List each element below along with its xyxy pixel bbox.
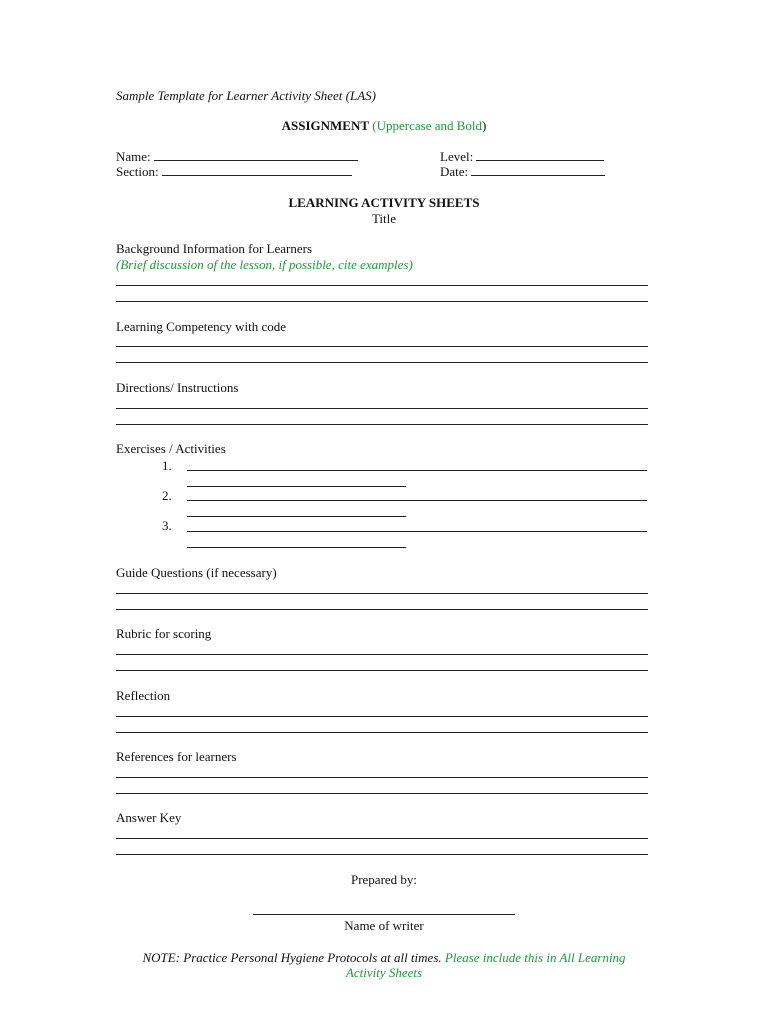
exercise-item-2-line-1[interactable]	[187, 500, 647, 501]
section-blank[interactable]	[162, 164, 352, 176]
exercise-item-2-line-2[interactable]	[187, 516, 406, 517]
section-background-hint: (Brief discussion of the lesson, if possible, cite examples)	[116, 257, 413, 272]
exercise-item-3-line-2[interactable]	[187, 547, 406, 548]
section-references-label: References for learners	[116, 749, 237, 764]
name-of-writer-label: Name of writer	[344, 918, 424, 933]
exercise-item-1-line-2[interactable]	[187, 486, 406, 487]
date-field	[440, 164, 605, 179]
level-blank[interactable]	[476, 149, 604, 161]
reflection-answer-line-1[interactable]	[116, 716, 648, 717]
section-directions-label: Directions/ Instructions	[116, 380, 239, 395]
assignment-hint: Uppercase and Bold	[376, 118, 483, 133]
section-background-label: Background Information for Learners	[116, 241, 313, 256]
section-label: Section:	[116, 164, 159, 179]
exercise-item-3-line-1[interactable]	[187, 531, 647, 532]
template-caption: Sample Template for Learner Activity Sheet (LAS)	[116, 88, 376, 103]
main-heading: LEARNING ACTIVITY SHEETS	[288, 195, 480, 210]
note-line-1	[0, 950, 768, 965]
section-exercises-label: Exercises / Activities	[116, 441, 226, 456]
date-label: Date:	[440, 164, 469, 179]
prepared-by-label: Prepared by:	[350, 872, 418, 887]
section-reflection-label: Reflection	[116, 688, 171, 703]
background-answer-line-2[interactable]	[116, 301, 648, 302]
name-field	[116, 149, 358, 164]
assignment-label: ASSIGNMENT	[281, 118, 370, 133]
references-answer-line-1[interactable]	[116, 777, 648, 778]
note-prefix: NOTE: Practice Personal Hygiene Protocols at all times.	[142, 950, 442, 965]
reflection-answer-line-2[interactable]	[116, 732, 648, 733]
level-label: Level:	[440, 149, 474, 164]
guide-questions-answer-line-2[interactable]	[116, 609, 648, 610]
section-field	[116, 164, 352, 179]
assignment-close-paren: )	[482, 118, 487, 133]
note-green-line-1: Please include this in All Learning	[444, 950, 626, 965]
rubric-answer-line-1[interactable]	[116, 654, 648, 655]
section-answer-key-label: Answer Key	[116, 810, 182, 825]
exercise-item-2-number: 2.	[162, 488, 172, 503]
section-competency-label: Learning Competency with code	[116, 319, 287, 334]
level-field	[440, 149, 604, 164]
exercise-item-3-number: 3.	[162, 518, 172, 533]
exercise-item-1-number: 1.	[162, 458, 172, 473]
name-label: Name:	[116, 149, 151, 164]
answer-key-answer-line-2[interactable]	[116, 854, 648, 855]
assignment-line	[0, 118, 768, 133]
guide-questions-answer-line-1[interactable]	[116, 593, 648, 594]
answer-key-answer-line-1[interactable]	[116, 838, 648, 839]
assignment-open-paren: (	[372, 118, 377, 133]
rubric-answer-line-2[interactable]	[116, 670, 648, 671]
title-subheading: Title	[371, 211, 397, 226]
competency-answer-line-1[interactable]	[116, 346, 648, 347]
writer-signature-line[interactable]	[253, 914, 515, 915]
section-guide-questions-label: Guide Questions (if necessary)	[116, 565, 277, 580]
date-blank[interactable]	[471, 164, 605, 176]
exercise-item-1-line-1[interactable]	[187, 470, 647, 471]
note-green-line-2: Activity Sheets	[345, 965, 423, 980]
background-answer-line-1[interactable]	[116, 285, 648, 286]
references-answer-line-2[interactable]	[116, 793, 648, 794]
directions-answer-line-1[interactable]	[116, 408, 648, 409]
directions-answer-line-2[interactable]	[116, 424, 648, 425]
competency-answer-line-2[interactable]	[116, 362, 648, 363]
section-rubric-label: Rubric for scoring	[116, 626, 212, 641]
name-blank[interactable]	[154, 149, 358, 161]
